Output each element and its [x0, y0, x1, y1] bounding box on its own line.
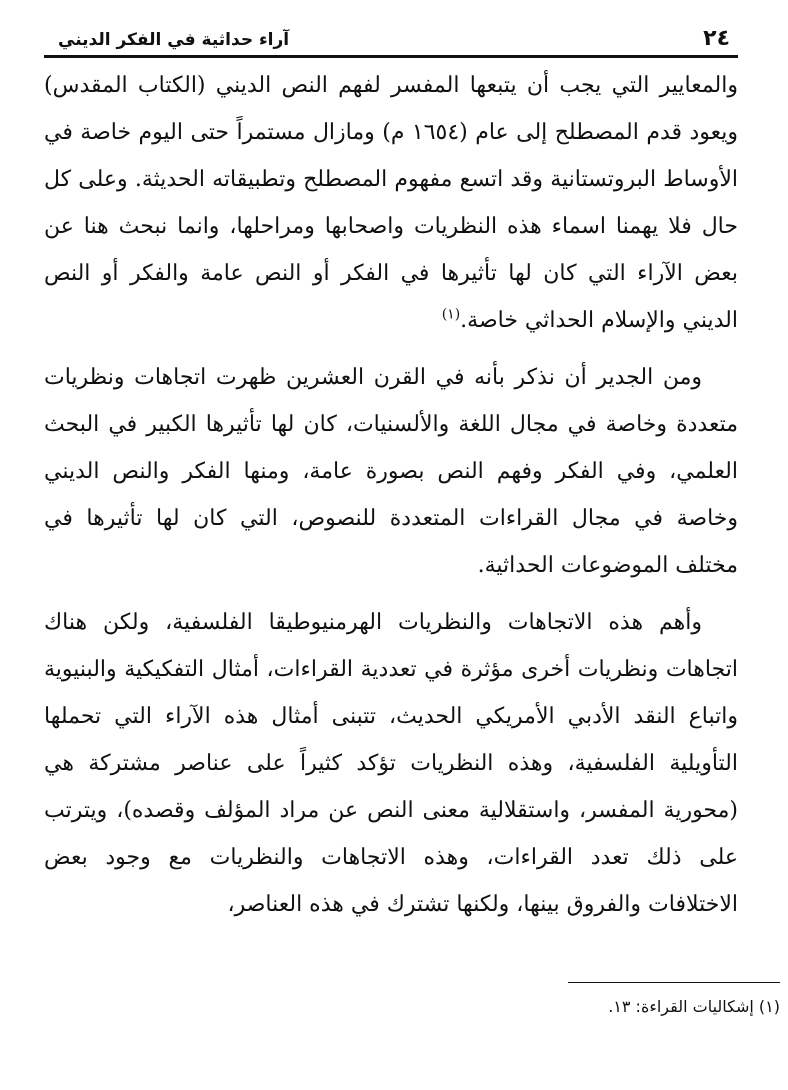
page-number: ٢٤ [703, 26, 730, 51]
document-page [44, 22, 738, 1072]
header-rule [44, 55, 738, 58]
body-text [44, 62, 738, 928]
paragraph-3: وأهم هذه الاتجاهات والنظريات الهرمنيوطيقا الفلسفية، ولكن هناك اتجاهات ونظريات أخرى مؤثرة في تعددية القراءات، أمثال التفكيكية والبنيوية واتباع النقد الأدبي الأمريكي الحديث، تتبنى أمثال هذه الآراء التي تحملها التأويلية الفلسفية، وهذه النظريات تؤكد كثيراً على عناصر مشتركة هي (محورية المفسر، واستقلالية معنى النص عن مراد المؤلف وقصده)، ويترتب على ذلك تعدد القراءات، وهذه الاتجاهات والنظريات مع وجود بعض الاختلافات والفروق بينها، ولكنها تشترك في هذه العناصر، [44, 610, 738, 917]
paragraph-1 [44, 62, 738, 344]
footnote-separator [568, 982, 780, 983]
paragraph-2: ومن الجدير أن نذكر بأنه في القرن العشرين ظهرت اتجاهات ونظريات متعددة وخاصة في مجال اللغة والألسنيات، كان لها تأثيرها الكبير في البحث العلمي، وفي الفكر وفهم النص بصورة عامة، ومنها الفكر والنص الديني وخاصة في مجال القراءات المتعددة للنصوص، التي كان لها تأثيرها في مختلف الموضوعات الحداثية. [44, 365, 738, 578]
page-header [44, 22, 738, 58]
footnote-reference[interactable]: (١) [441, 306, 461, 323]
paragraph-1-text: والمعايير التي يجب أن يتبعها المفسر لفهم النص الديني (الكتاب المقدس) ويعود قدم المصطلح إلى عام (١٦٥٤ م) ومازال مستمراً حتى اليوم خاصة في الأوساط البروتستانية وقد اتسع مفهوم المصطلح وتطبيقاته الحديثة. وعلى كل حال فلا يهمنا اسماء هذه النظريات واصحابها ومراحلها، وانما نبحث هنا عن بعض الآراء التي كان لها تأثيرها في الفكر أو النص عامة والفكر أو النص الديني والإسلام الحداثي خاصة. [44, 73, 738, 333]
running-title: آراء حداثية في الفكر الديني [58, 30, 290, 50]
footnote-1: (١) إشكاليات القراءة: ١٣. [608, 997, 780, 1016]
